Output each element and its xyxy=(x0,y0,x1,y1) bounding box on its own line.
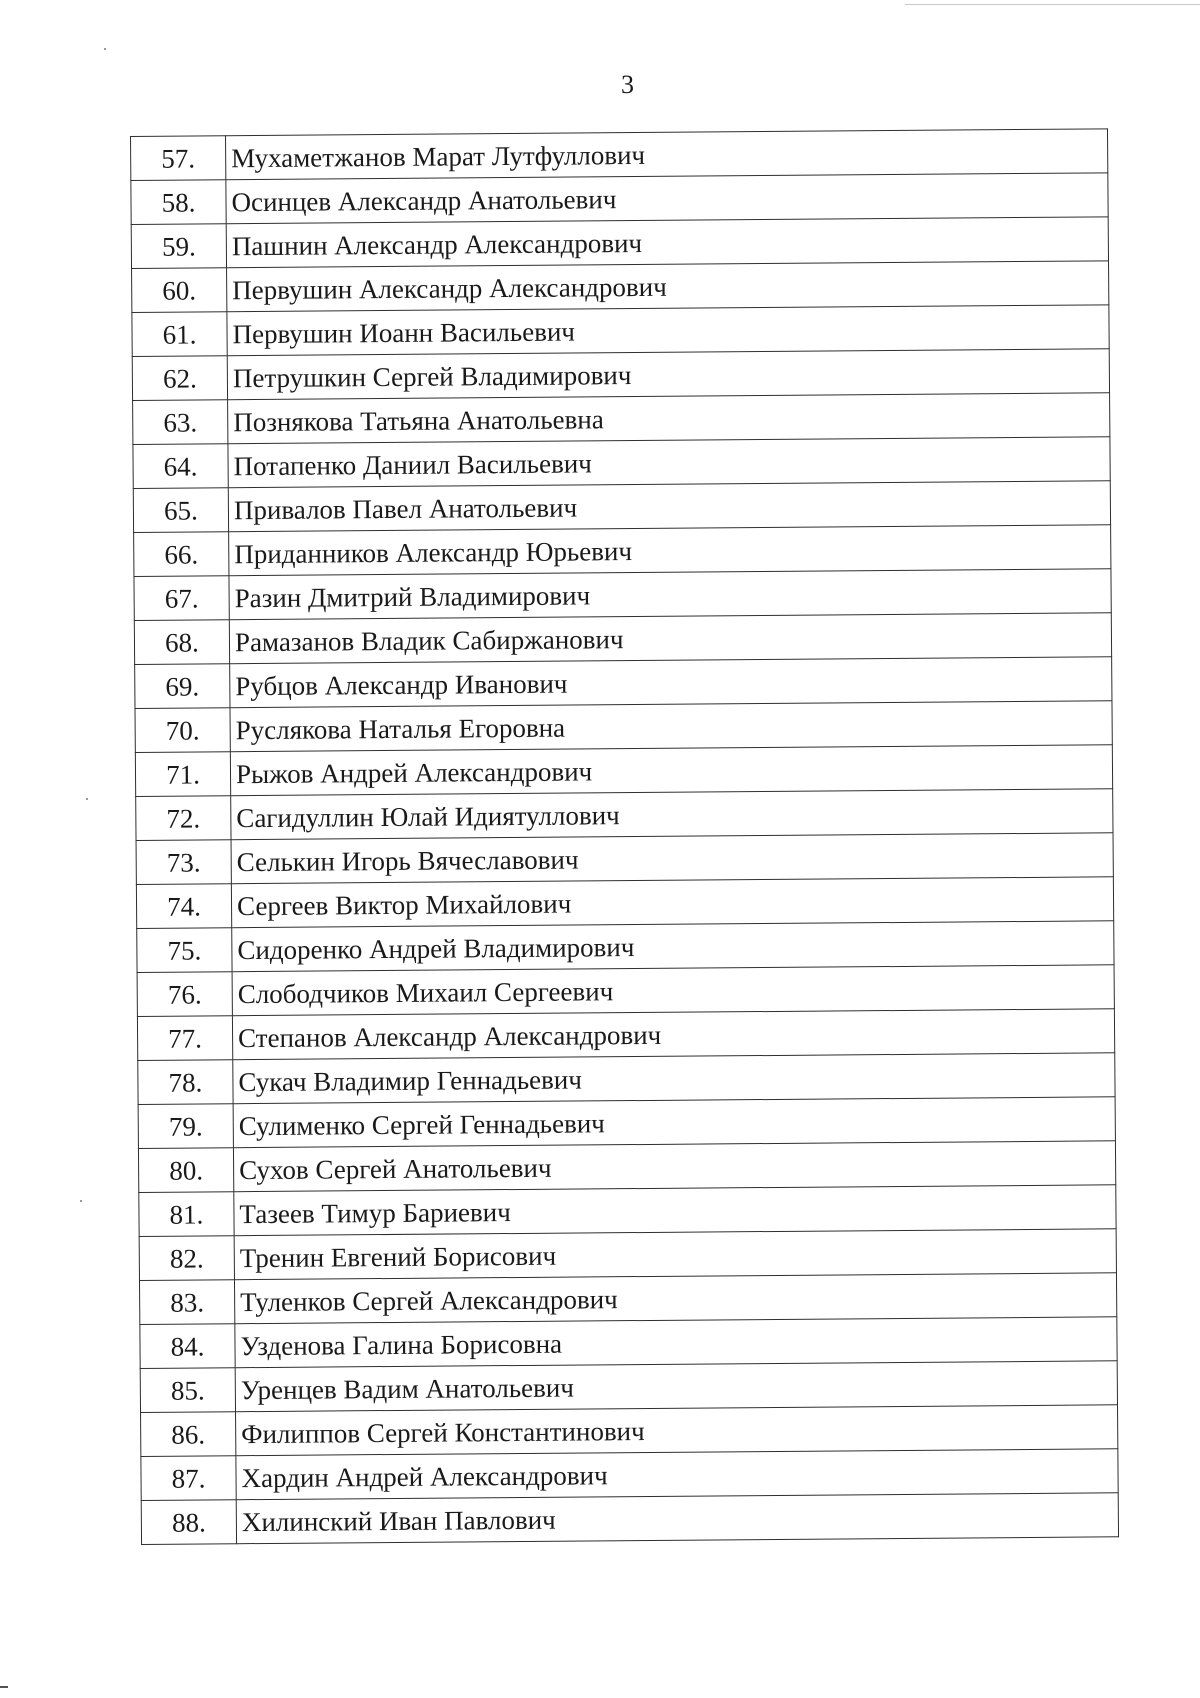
scan-corner-mark xyxy=(0,1686,8,1688)
person-name-cell: Рыжов Андрей Александрович xyxy=(230,745,1112,796)
person-name-cell: Уренцев Вадим Анатольевич xyxy=(235,1361,1117,1412)
row-number-cell: 75. xyxy=(137,928,232,973)
table-row xyxy=(134,569,1111,621)
person-name-cell: Пашнин Александр Александрович xyxy=(226,217,1108,268)
row-number-cell: 80. xyxy=(138,1148,233,1193)
table-row xyxy=(132,349,1109,401)
table-row xyxy=(132,305,1109,357)
table-row xyxy=(137,921,1114,973)
scan-speck xyxy=(104,48,106,50)
row-number-cell: 71. xyxy=(135,752,230,797)
page-number: 3 xyxy=(621,70,634,99)
row-number-cell: 66. xyxy=(134,532,229,577)
table-row xyxy=(140,1361,1117,1413)
person-name-cell: Хардин Андрей Александрович xyxy=(236,1449,1118,1500)
row-number-cell: 79. xyxy=(138,1104,233,1149)
person-name-cell: Хилинский Иван Павлович xyxy=(236,1493,1118,1544)
row-number-cell: 67. xyxy=(134,576,229,621)
row-number-cell: 81. xyxy=(139,1192,234,1237)
person-name-cell: Привалов Павел Анатольевич xyxy=(228,481,1110,532)
person-name-cell: Селькин Игорь Вячеславович xyxy=(231,833,1113,884)
row-number-cell: 70. xyxy=(135,708,230,753)
row-number-cell: 86. xyxy=(141,1412,236,1457)
row-number-cell: 72. xyxy=(136,796,231,841)
person-name-cell: Осинцев Александр Анатольевич xyxy=(226,173,1108,224)
person-name-cell: Приданников Александр Юрьевич xyxy=(229,525,1111,576)
scan-edge-line xyxy=(905,4,1200,5)
row-number-cell: 83. xyxy=(139,1280,234,1325)
table-row xyxy=(137,965,1114,1017)
person-name-cell: Сулименко Сергей Геннадьевич xyxy=(233,1097,1115,1148)
person-name-cell: Узденова Галина Борисовна xyxy=(235,1317,1117,1368)
table-row xyxy=(140,1317,1117,1369)
person-name-cell: Сукач Владимир Геннадьевич xyxy=(233,1053,1115,1104)
row-number-cell: 61. xyxy=(132,312,227,357)
person-name-cell: Потапенко Даниил Васильевич xyxy=(228,437,1110,488)
person-name-cell: Филиппов Сергей Константинович xyxy=(236,1405,1118,1456)
row-number-cell: 65. xyxy=(133,488,228,533)
table-row xyxy=(134,525,1111,577)
table-row xyxy=(139,1185,1116,1237)
person-name-cell: Сергеев Виктор Михайлович xyxy=(231,877,1113,928)
row-number-cell: 74. xyxy=(136,884,231,929)
person-name-cell: Первушин Александр Александрович xyxy=(227,261,1109,312)
row-number-cell: 58. xyxy=(131,180,226,225)
table-row xyxy=(138,1141,1115,1193)
table-row xyxy=(131,217,1108,269)
row-number-cell: 69. xyxy=(135,664,230,709)
row-number-cell: 88. xyxy=(141,1500,236,1545)
row-number-cell: 78. xyxy=(138,1060,233,1105)
row-number-cell: 68. xyxy=(134,620,229,665)
roster-table-body xyxy=(131,129,1119,1545)
row-number-cell: 84. xyxy=(140,1324,235,1369)
table-row xyxy=(139,1273,1116,1325)
person-name-cell: Петрушкин Сергей Владимирович xyxy=(227,349,1109,400)
person-name-cell: Руслякова Наталья Егоровна xyxy=(230,701,1112,752)
table-row xyxy=(141,1449,1118,1501)
table-row xyxy=(134,613,1111,665)
table-row xyxy=(135,745,1112,797)
table-row xyxy=(141,1493,1118,1545)
roster-table xyxy=(130,128,1119,1545)
table-row xyxy=(138,1053,1115,1105)
table-row xyxy=(135,657,1112,709)
person-name-cell: Сидоренко Андрей Владимирович xyxy=(232,921,1114,972)
row-number-cell: 73. xyxy=(136,840,231,885)
row-number-cell: 59. xyxy=(131,224,226,269)
table-row xyxy=(137,1009,1114,1061)
person-name-cell: Мухаметжанов Марат Лутфуллович xyxy=(226,129,1108,180)
row-number-cell: 62. xyxy=(132,356,227,401)
person-name-cell: Рубцов Александр Иванович xyxy=(230,657,1112,708)
table-row xyxy=(136,877,1113,929)
table-row xyxy=(133,437,1110,489)
person-name-cell: Слободчиков Михаил Сергеевич xyxy=(232,965,1114,1016)
person-name-cell: Тренин Евгений Борисович xyxy=(234,1229,1116,1280)
row-number-cell: 63. xyxy=(133,400,228,445)
table-row xyxy=(141,1405,1118,1457)
row-number-cell: 57. xyxy=(131,136,226,181)
row-number-cell: 77. xyxy=(137,1016,232,1061)
person-name-cell: Тазеев Тимур Бариевич xyxy=(234,1185,1116,1236)
person-name-cell: Туленков Сергей Александрович xyxy=(234,1273,1116,1324)
row-number-cell: 64. xyxy=(133,444,228,489)
person-name-cell: Рамазанов Владик Сабиржанович xyxy=(229,613,1111,664)
row-number-cell: 82. xyxy=(139,1236,234,1281)
person-name-cell: Сагидуллин Юлай Идиятуллович xyxy=(231,789,1113,840)
table-row xyxy=(139,1229,1116,1281)
row-number-cell: 60. xyxy=(132,268,227,313)
person-name-cell: Сухов Сергей Анатольевич xyxy=(233,1141,1115,1192)
table-row xyxy=(135,701,1112,753)
table-row xyxy=(133,481,1110,533)
table-row xyxy=(131,129,1108,181)
scan-speck xyxy=(80,1200,82,1202)
table-row xyxy=(136,789,1113,841)
person-name-cell: Познякова Татьяна Анатольевна xyxy=(228,393,1110,444)
row-number-cell: 76. xyxy=(137,972,232,1017)
row-number-cell: 87. xyxy=(141,1456,236,1501)
table-row xyxy=(136,833,1113,885)
table-row xyxy=(133,393,1110,445)
table-row xyxy=(131,173,1108,225)
person-name-cell: Первушин Иоанн Васильевич xyxy=(227,305,1109,356)
table-row xyxy=(132,261,1109,313)
scan-speck xyxy=(86,798,88,800)
person-name-cell: Степанов Александр Александрович xyxy=(232,1009,1114,1060)
row-number-cell: 85. xyxy=(140,1368,235,1413)
person-name-cell: Разин Дмитрий Владимирович xyxy=(229,569,1111,620)
table-row xyxy=(138,1097,1115,1149)
